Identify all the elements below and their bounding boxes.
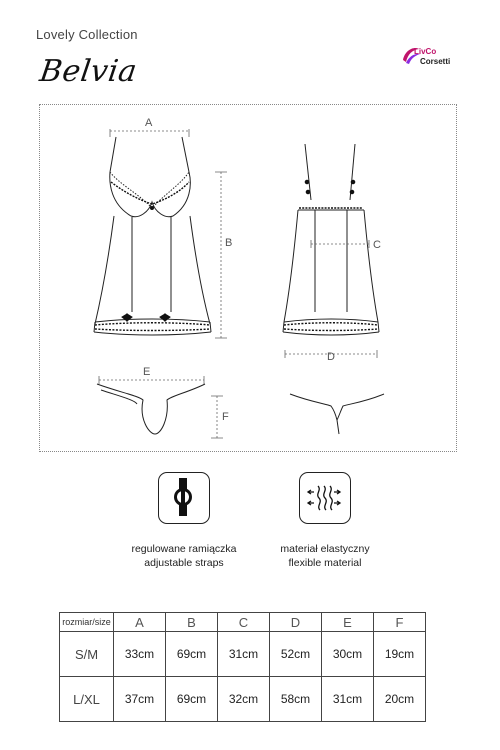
- table-cell: 31cm: [322, 677, 374, 722]
- size-column-header: A: [114, 613, 166, 632]
- dimension-label-e: E: [143, 366, 151, 378]
- size-column-header: E: [322, 613, 374, 632]
- dimension-label-d: D: [327, 351, 335, 363]
- table-cell: 31cm: [218, 632, 270, 677]
- size-column-header: B: [166, 613, 218, 632]
- table-cell: 20cm: [374, 677, 426, 722]
- table-cell: 69cm: [166, 632, 218, 677]
- feature-label-pl: materiał elastyczny: [280, 543, 370, 555]
- table-row: [60, 632, 426, 677]
- chemise-back-lace: [284, 208, 378, 331]
- feature-adjustable-straps: [104, 472, 264, 570]
- dimension-label-b: B: [225, 237, 233, 249]
- table-cell: 32cm: [218, 677, 270, 722]
- table-cell: 69cm: [166, 677, 218, 722]
- dimension-label-c: C: [373, 239, 381, 251]
- strap-slider-icon: [305, 180, 355, 194]
- feature-label-pl: regulowane ramiączka: [131, 543, 237, 555]
- dimension-label-a: A: [145, 117, 153, 129]
- thong-back-drawing: [290, 394, 384, 434]
- table-cell: 37cm: [114, 677, 166, 722]
- table-cell: 30cm: [322, 632, 374, 677]
- thong-front-drawing: [97, 384, 205, 434]
- size-table-corner: rozmiar/size: [60, 613, 114, 632]
- size-column-header: F: [374, 613, 426, 632]
- table-cell: 33cm: [114, 632, 166, 677]
- adjustable-strap-icon: [158, 472, 210, 524]
- chemise-back-drawing: [283, 144, 379, 335]
- chemise-front-drawing: [94, 137, 211, 335]
- measurement-diagram: [39, 104, 457, 452]
- elastic-material-icon: [299, 472, 351, 524]
- brand-logo: [400, 44, 464, 70]
- logo-brand-text: LivCo: [414, 47, 437, 56]
- feature-flexible-material: [245, 472, 405, 570]
- product-name: Belvia: [37, 54, 140, 89]
- feature-label-en: adjustable straps: [144, 557, 224, 569]
- collection-name: Lovely Collection: [36, 27, 138, 42]
- logo-sub-text: Corsetti: [420, 57, 451, 66]
- table-cell: 19cm: [374, 632, 426, 677]
- size-column-header: C: [218, 613, 270, 632]
- size-row-label: L/XL: [60, 677, 114, 722]
- table-cell: 52cm: [270, 632, 322, 677]
- feature-label-en: flexible material: [288, 557, 362, 569]
- size-table-header-row: [60, 613, 426, 632]
- table-cell: 58cm: [270, 677, 322, 722]
- table-row: [60, 677, 426, 722]
- size-column-header: D: [270, 613, 322, 632]
- size-row-label: S/M: [60, 632, 114, 677]
- size-table: [59, 612, 426, 722]
- dimension-label-f: F: [222, 411, 229, 423]
- bow-icon: [122, 207, 170, 322]
